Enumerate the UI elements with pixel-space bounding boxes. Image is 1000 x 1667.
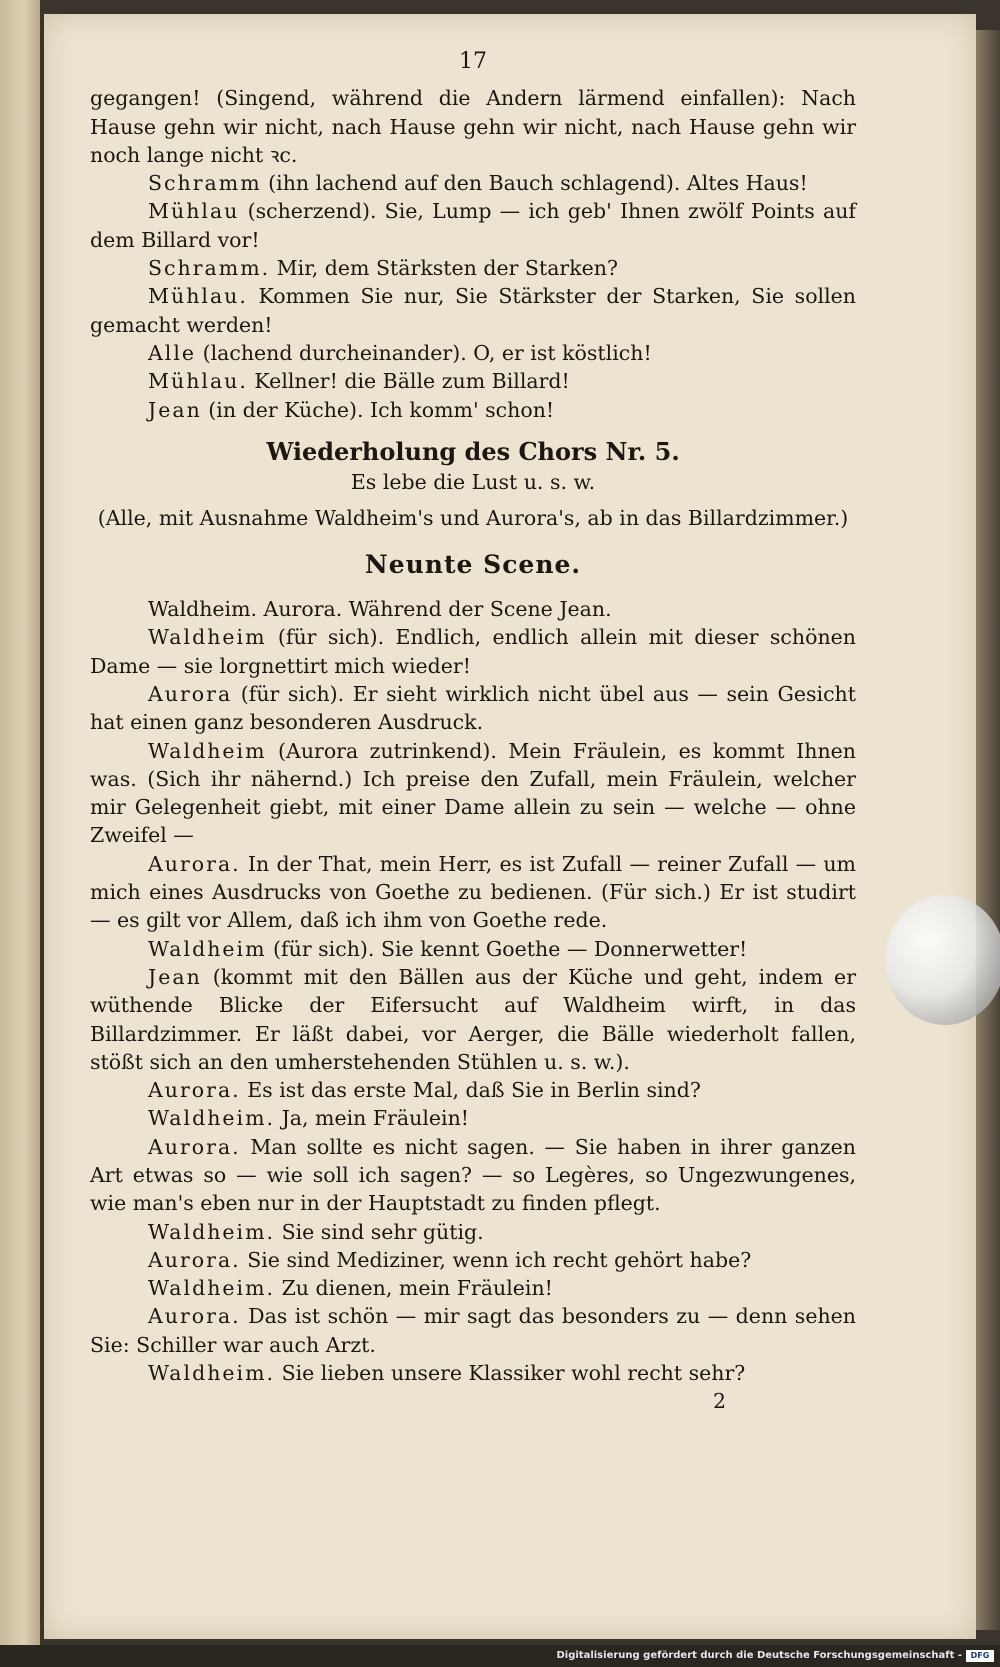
paragraph: Aurora. Das ist schön — mir sagt das besonders zu — denn sehen Sie: Schiller war auch Arzt.: [90, 1304, 856, 1357]
speaker: Schramm.: [148, 256, 271, 281]
funding-credit: Digitalisierung gefördert durch die Deutsche Forschungsgemeinschaft -: [556, 1650, 962, 1661]
paragraph: gegangen! (Singend, während die Andern lärmend einfallen): Nach Hause gehn wir nicht, nach Hause gehn wir nicht, nach Hause gehn wir noch lange nicht ꝛc.: [90, 86, 856, 167]
speaker: Waldheim.: [148, 1106, 276, 1131]
paragraph: Aurora. Es ist das erste Mal, daß Sie in Berlin sind?: [148, 1078, 701, 1103]
paragraph: Mühlau (scherzend). Sie, Lump — ich geb' Ihnen zwölf Points auf dem Billard vor!: [90, 199, 856, 252]
paragraph: Waldheim. Sie lieben unsere Klassiker wohl recht sehr?: [148, 1361, 746, 1386]
page-text: [90, 40, 856, 1416]
page-number: 17: [459, 49, 487, 74]
paragraph: Jean (kommt mit den Bällen aus der Küche und geht, indem er wüthende Blicke der Eifersucht auf Waldheim wirft, in das Billardzimmer. Er läßt dabei, vor Aerger, die Bälle wiederholt fallen, stößt sich an den umherstehenden Stühlen u. s. w.).: [90, 964, 856, 1074]
magnifier-glass: [885, 895, 1000, 1025]
paragraph: Mühlau. Kellner! die Bälle zum Billard!: [148, 369, 570, 394]
speaker: Waldheim: [148, 936, 267, 961]
paragraph: Jean (in der Küche). Ich komm' schon!: [148, 397, 555, 422]
dfg-logo: DFG: [966, 1650, 994, 1662]
speaker: Waldheim.: [148, 1219, 276, 1244]
paragraph: Waldheim (Aurora zutrinkend). Mein Fräulein, es kommt Ihnen was. (Sich ihr nähernd.) Ich preise den Zufall, mein Fräulein, welcher mir Gelegenheit giebt, mit einer Dame allein zu sein — welche — ohne Zweifel —: [90, 738, 856, 848]
chorus-heading: Wiederholung des Chors Nr. 5.: [266, 436, 680, 466]
paragraph: Waldheim (für sich). Sie kennt Goethe — Donnerwetter!: [148, 936, 748, 961]
book-cover-edge: [976, 30, 1000, 1630]
scene-heading: Neunte Scene.: [364, 549, 582, 579]
speaker: Waldheim: [148, 625, 267, 650]
paragraph: Aurora. In der That, mein Herr, es ist Zufall — reiner Zufall — um mich eines Ausdrucks von Goethe zu bedienen. (Für sich.) Er ist studirt — es gilt vor Allem, daß ich ihm von Goethe rede.: [90, 851, 856, 933]
speaker: Aurora.: [148, 1134, 241, 1159]
speaker: Mühlau: [148, 199, 240, 224]
signature-mark: 2: [712, 1389, 726, 1414]
speaker: Jean: [148, 964, 202, 989]
speaker: Aurora.: [148, 1247, 241, 1272]
speaker: Aurora.: [148, 851, 241, 876]
speaker: Mühlau.: [148, 369, 248, 394]
speaker: Aurora: [148, 681, 233, 706]
paragraph: Mühlau. Kommen Sie nur, Sie Stärkster der Starken, Sie sollen gemacht werden!: [90, 284, 856, 337]
adjacent-page-edge: [0, 0, 40, 1667]
paragraph: Waldheim (für sich). Endlich, endlich allein mit dieser schönen Dame — sie lorgnettirt mich wieder!: [90, 625, 856, 678]
speaker: Jean: [148, 397, 202, 422]
speaker: Schramm: [148, 171, 262, 196]
cast-list: Waldheim. Aurora. Während der Scene Jean.: [148, 597, 612, 622]
paragraph: Schramm. Mir, dem Stärksten der Starken?: [148, 256, 618, 281]
speaker: Waldheim.: [148, 1361, 276, 1386]
speaker: Aurora.: [148, 1078, 241, 1103]
paragraph: Waldheim. Zu dienen, mein Fräulein!: [148, 1276, 553, 1301]
speaker: Alle: [148, 340, 197, 365]
paragraph: Alle (lachend durcheinander). O, er ist köstlich!: [148, 340, 652, 365]
paragraph: Aurora. Sie sind Mediziner, wenn ich recht gehört habe?: [148, 1247, 752, 1272]
paragraph: Waldheim. Ja, mein Fräulein!: [148, 1106, 470, 1131]
speaker: Waldheim.: [148, 1276, 276, 1301]
stage-direction: (Alle, mit Ausnahme Waldheim's und Aurora's, ab in das Billardzimmer.): [97, 506, 849, 531]
speaker: Aurora.: [148, 1304, 241, 1329]
paragraph: Aurora. Man sollte es nicht sagen. — Sie haben in ihrer ganzen Art etwas so — wie soll ich sagen? — so Legères, so Ungezwungenes, wie man's eben nur in der Hauptstadt zu finden pflegt.: [90, 1134, 856, 1216]
speaker: Waldheim: [148, 738, 267, 763]
paragraph: Waldheim. Sie sind sehr gütig.: [148, 1219, 484, 1244]
chorus-subtitle: Es lebe die Lust u. s. w.: [350, 470, 596, 495]
speaker: Mühlau.: [148, 284, 248, 309]
paragraph: Schramm (ihn lachend auf den Bauch schlagend). Altes Haus!: [148, 171, 808, 196]
paragraph: Aurora (für sich). Er sieht wirklich nicht übel aus — sein Gesicht hat einen ganz besonderen Ausdruck.: [90, 681, 856, 735]
